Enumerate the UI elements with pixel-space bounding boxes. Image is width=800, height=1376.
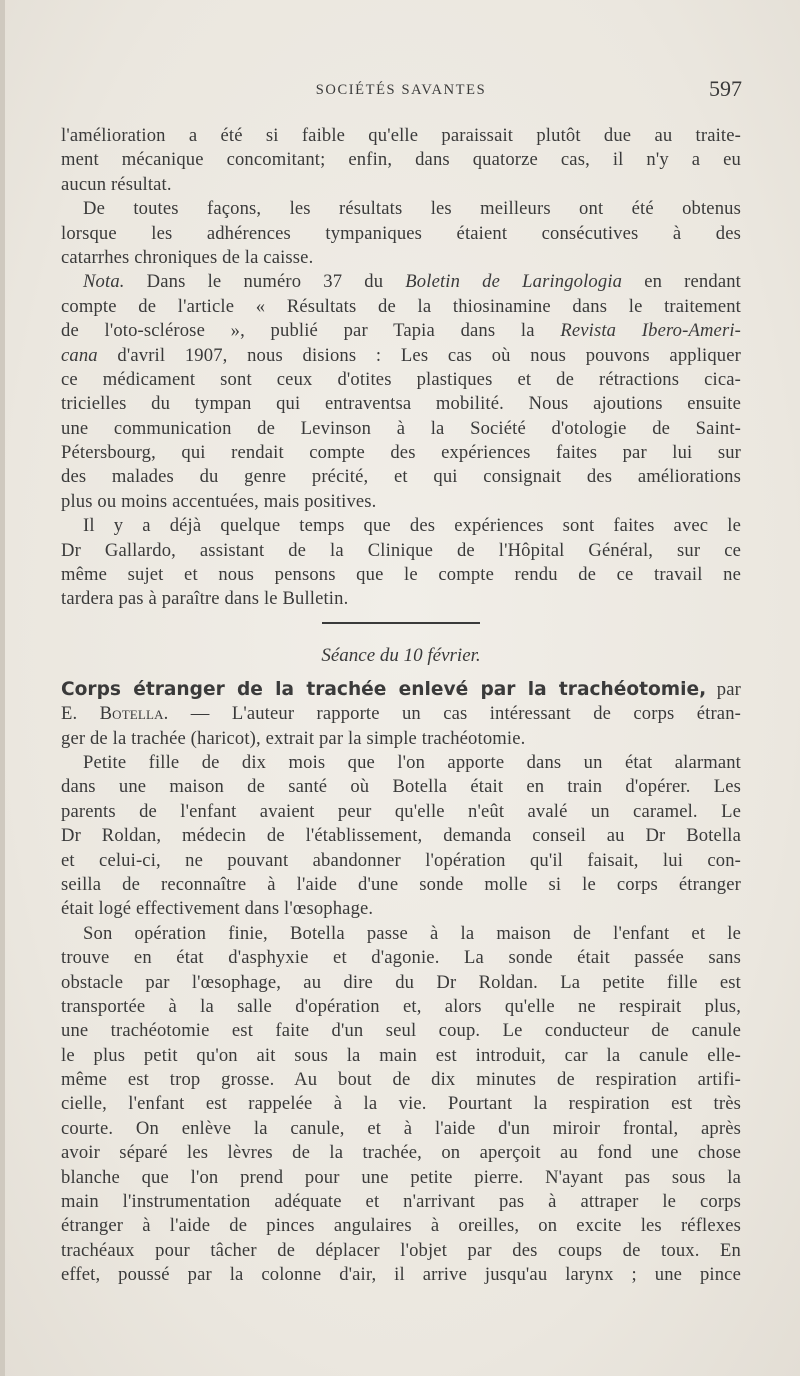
nota-line: ce médicament sont ceux d'otites plastiques et de rétractions cica-: [61, 368, 741, 390]
nota-line: cana d'avril 1907, nous disions : Les cas où nous pouvons appliquer: [61, 344, 741, 366]
nota-line: tricielles du tympan qui entraventsa mobilité. Nous ajoutions ensuite: [61, 393, 741, 415]
nota-line: des malades du genre précité, et qui consignait des améliorations: [61, 466, 741, 488]
text-line: ger de la trachée (haricot), extrait par la simple trachéotomie.: [61, 727, 526, 749]
author-name: E. Botella.: [61, 703, 169, 725]
running-title: SOCIÉTÉS SAVANTES: [315, 82, 487, 98]
text-line: catarrhes chroniques de la caisse.: [61, 246, 314, 268]
text-line: dans une maison de santé où Botella était en train d'opérer. Les: [61, 776, 741, 798]
nota-line: compte de l'article « Résultats de la thiosinamine dans le traitement: [61, 295, 741, 317]
nota-line: Pétersbourg, qui rendait compte des expériences faites par lui sur: [61, 442, 741, 464]
text-line: courte. On enlève la canule, et à l'aide d'un miroir frontal, après: [61, 1117, 741, 1139]
article-heading-line: E. Botella. — L'auteur rapporte un cas intéressant de corps étran-: [61, 703, 741, 725]
text-line: était logé effectivement dans l'œsophage.: [61, 898, 374, 920]
text-line: une trachéotomie est faite d'un seul coup. Le conducteur de canule: [61, 1020, 741, 1042]
text-line: cielle, l'enfant est rappelée à la vie. Pourtant la respiration est très: [61, 1093, 741, 1115]
nota-line: plus ou moins accentuées, mais positives.: [61, 490, 377, 512]
text-line: tardera pas à paraître dans le Bulletin.: [61, 588, 349, 610]
text-line: Dr Roldan, médecin de l'établissement, demanda conseil au Dr Botella: [61, 825, 741, 847]
section-title: Séance du 10 février.: [321, 644, 481, 666]
text-line: blanche que l'on prend pour une petite pierre. N'ayant pas sous la: [61, 1166, 741, 1188]
text-line: avoir séparé les lèvres de la trachée, on aperçoit au fond une chose: [61, 1142, 741, 1164]
nota-label: Nota.: [83, 271, 125, 293]
body-text: [61, 124, 741, 1288]
text-line: Petite fille de dix mois que l'on apporte dans un état alarmant: [83, 751, 741, 773]
text-line: main l'instrumentation adéquate et n'arrivant pas à attraper le corps: [61, 1191, 741, 1213]
text-line: trouve en état d'asphyxie et d'agonie. La sonde était passée sans: [61, 947, 741, 969]
text-line: parents de l'enfant avaient peur qu'elle n'eût avalé un caramel. Le: [61, 800, 741, 822]
text-line: effet, poussé par la colonne d'air, il arrive jusqu'au larynx ; une pince: [61, 1264, 741, 1286]
journal-title: Revista Ibero-Ameri-: [560, 320, 741, 342]
page-number: 597: [709, 76, 742, 101]
text-line: et celui-ci, ne pouvant abandonner l'opération qu'il faisait, lui con-: [61, 849, 741, 871]
journal-title: cana: [61, 344, 98, 366]
page-edge: [0, 0, 5, 1376]
text-line: l'amélioration a été si faible qu'elle paraissait plutôt due au traite-: [61, 125, 741, 146]
section-divider: [322, 622, 480, 624]
nota-line: de l'oto-sclérose », publié par Tapia dans la Revista Ibero-Ameri-: [61, 320, 741, 342]
nota-line: une communication de Levinson à la Société d'otologie de Saint-: [61, 417, 741, 439]
text-line: le plus petit qu'on ait sous la main est introduit, car la canule elle-: [61, 1044, 741, 1066]
nota-line: Nota. Dans le numéro 37 du Boletin de Laringologia en rendant: [83, 271, 741, 293]
article-heading-line: Corps étranger de la trachée enlevé par la trachéotomie, par: [61, 678, 741, 700]
text-line: lorsque les adhérences tympaniques étaient consécutives à des: [61, 222, 741, 244]
text-line: trachéaux pour tâcher de déplacer l'objet par des coups de toux. En: [61, 1239, 741, 1261]
text-line: De toutes façons, les résultats les meilleurs ont été obtenus: [83, 198, 741, 220]
text-line: Son opération finie, Botella passe à la maison de l'enfant et le: [83, 922, 741, 944]
running-head: [60, 76, 742, 102]
journal-title: Boletin de Laringologia: [405, 271, 623, 293]
text-line: même est trop grosse. Au bout de dix minutes de respiration artifi-: [61, 1069, 741, 1091]
text-line: transportée à la salle d'opération et, alors qu'elle ne respirait plus,: [61, 995, 741, 1017]
text-line: même sujet et nous pensons que le compte rendu de ce travail ne: [61, 564, 741, 586]
text-line: ment mécanique concomitant; enfin, dans quatorze cas, il n'y a eu: [61, 149, 741, 171]
article-title: Corps étranger de la trachée enlevé par la trachéotomie,: [61, 678, 707, 700]
text-line: aucun résultat.: [61, 173, 172, 195]
text-line: étranger à l'aide de pinces angulaires à oreilles, on excite les réflexes: [61, 1215, 741, 1237]
text-line: Il y a déjà quelque temps que des expériences sont faites avec le: [83, 515, 741, 537]
text-line: seilla de reconnaître à l'aide d'une sonde molle si le corps étranger: [61, 873, 741, 895]
text-line: Dr Gallardo, assistant de la Clinique de l'Hôpital Général, sur ce: [61, 539, 741, 561]
text-line: obstacle par l'œsophage, au dire du Dr Roldan. La petite fille est: [61, 971, 741, 993]
